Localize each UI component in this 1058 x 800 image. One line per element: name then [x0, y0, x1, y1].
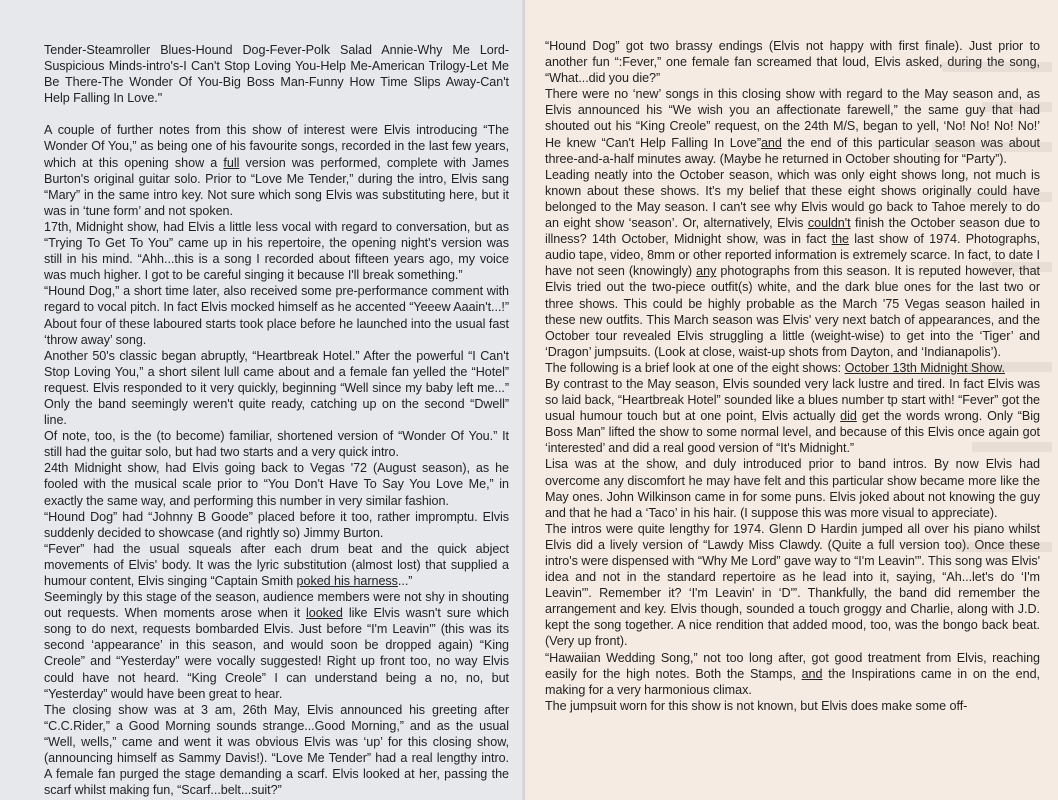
right-paragraph-2 [545, 86, 1040, 166]
text-span: The following is a brief look at one of the eight shows: [545, 360, 845, 375]
text-span: finish the October season due to illness? 14th October, Midnight show, was in fact [545, 216, 1040, 247]
text-span: A couple of further notes from this show of interest were Elvis introducing “The Wonder Of You,” as being one of his favourite songs, recorded in the last few years, which at this opening show a [44, 123, 509, 170]
underlined-word: couldn't [807, 216, 851, 231]
underlined-word: did [840, 409, 857, 424]
left-paragraph-10 [44, 589, 509, 702]
right-page-text [545, 38, 1040, 714]
left-paragraph-3: 17th, Midnight show, had Elvis a little less vocal with regard to conversation, but as “Trying To Get To You” came up in his repertoire, the opening night's version was still in his mind. “Ahh...this is a song I recorded about fifteen years ago, my voice was much higher. I got to be careful singing it because I'll break something.” [44, 219, 509, 283]
text-span: “Fever” had the usual squeals after each drum beat and the quick abject movements of Elvis' body. It was the lyric substitution (almost lost) that supplied a humour content, Elvis singing “Captain Smith [44, 541, 509, 588]
left-paragraph-8: “Hound Dog” had “Johnny B Goode” placed before it too, rather impromptu. Elvis suddenly decided to showcase (and rightly so) Jimmy Burton. [44, 509, 509, 540]
text-span: ...” [397, 574, 413, 588]
left-page [0, 0, 525, 800]
right-paragraph-4 [545, 360, 1040, 376]
left-paragraph-7: 24th Midnight show, had Elvis going back to Vegas '72 (August season), as he fooled with the musical scale prior to “You Don't Have To Say You Love Me,” in exactly the same way, and performing this number in very similar fashion. [44, 461, 509, 508]
underlined-phrase: October 13th Midnight Show. [844, 360, 1005, 375]
right-paragraph-1: “Hound Dog” got two brassy endings (Elvis not happy with first finale). Just prior to another fun “:Fever,” one female fan screamed that loud, Elvis asked, during the song, “What...did you die?” [545, 39, 1040, 86]
right-paragraph-8 [545, 650, 1040, 698]
underlined-word: the [831, 232, 849, 247]
underlined-word: and [760, 135, 782, 150]
left-page-text [44, 42, 509, 798]
text-span: get the words wrong. Only “Big Boss Man” lifted the show to some normal level, and because of this Elvis once again got ‘interested’ and did a real good version of “It's Midnight.” [545, 409, 1040, 456]
underlined-phrase: poked his harness [296, 574, 398, 588]
right-paragraph-6: Lisa was at the show, and duly introduced prior to band intros. By now Elvis had overcome any discomfort he may have felt and this particular show became more like the May ones. John Wilkinson came in for some puns. Elvis joked about not knowing the guy and that he had a ‘Taco’ in his hair. (I suppose this was more visual to appreciate). [545, 457, 1040, 520]
left-paragraph-11: The closing show was at 3 am, 26th May, Elvis announced his greeting after “C.C.Rider,” a Good Morning sounds strange...Good Morning,” and as the usual “Well, wells,” came and went it was obvious Elvis was ‘up’ for this closing show, (announcing himself as Sammy Davis!). “Love Me Tender” had a real lengthy intro. A female fan purged the stage demanding a scarf. Elvis looked at her, passing the scarf whilst making fun, “Scarf...belt...suit?” [44, 702, 509, 798]
text-span: the end of this particular season was about three-and-a-half minutes away. (Maybe he returned in October shouting for “Party”). [545, 135, 1040, 166]
left-paragraph-9 [44, 541, 509, 589]
underlined-word: and [801, 666, 823, 681]
left-paragraph-1: Tender-Steamroller Blues-Hound Dog-Fever-Polk Salad Annie-Why Me Lord-Suspicious Minds-intro's-I Can't Stop Loving You-Help Me-American Trilogy-Let Me Be There-The Wonder Of You-Big Boss Man-Funny How Time Slips Away-Can't Help Falling In Love." [44, 43, 509, 106]
text-span: the Inspirations came in on the end, making for a very harmonious climax. [545, 666, 1040, 697]
text-span: photographs from this season. It is reputed however, that Elvis tried out the two-piece outfit(s) white, and the dark blue ones for the last two or three shows. This could be highly probable as the March '75 Vegas season hailed in these new outfits. This March season was Elvis' very next batch of appearances, and the October tour revealed Elvis struggling a little (weight-wise) to get into the ‘Tiger’ and ‘Dragon’ jumpsuits. (Look at close, waist-up shots from Dayton, and ‘Indianapolis’). [545, 264, 1040, 359]
text-span: Leading neatly into the October season, which was only eight shows long, not much is known about these shows. It's my belief that these eight shows originally could have belonged to the May season. I can't see why Elvis would go back to Tahoe merely to do an eight show ‘season’. Or, alternatively, Elvis [545, 167, 1040, 231]
right-paragraph-7: The intros were quite lengthy for 1974. Glenn D Hardin jumped all over his piano whilst Elvis did a lively version of “Lawdy Miss Clawdy. (Quite a full version too). Once these intro's were dispensed with “Why Me Lord” gave way to “I'm Leavin'”. This song was Elvis' idea and not in the standard repertoire as he lead into it, saying, “Ah...let's do ‘I'm Leavin'”. Remember it? ‘I'm Leavin' in ‘D'”. Thankfully, the band did remember the arrangement and key. Elvis though, sounded a touch groggy and Charlie, along with J.D. kept the song together. A nice rendition that added mood, too, was the bongo back beat. (Very up front). [545, 521, 1040, 649]
text-span: Seemingly by this stage of the season, audience members were not shy in shouting out requests. When moments arose when it [44, 590, 509, 621]
left-paragraph-6: Of note, too, is the (to become) familiar, shortened version of “Wonder Of You.” It still had the guitar solo, but had two starts and a very quick intro. [44, 429, 509, 460]
right-paragraph-5 [545, 376, 1040, 456]
right-paragraph-3 [545, 167, 1040, 360]
text-span: last show of 1974. Photographs, audio tape, video, 8mm or other reported information is extremely scarce. In fact, to date I have not seen (knowingly) [545, 232, 1041, 279]
text-span: like Elvis wasn't sure which song to do next, requests bombarded Elvis. Just before “I'm Leavin'” (this was its second ‘appearance’ in this season, and would soon be dropped again) “King Creole” and “Yesterday” were vocally suggested! Right up front too, no way Elvis could have not heard. “King Creole” I can understand being a no, no, but “Yesterday” would have been great to hear. [44, 606, 509, 701]
text-span: “Hawaiian Wedding Song,” not too long after, got good treatment from Elvis, reaching easily for the high notes. Both the Stamps, [545, 650, 1040, 681]
underlined-word: full [223, 155, 240, 170]
right-paragraph-9: The jumpsuit worn for this show is not known, but Elvis does make some off- [545, 698, 968, 713]
left-paragraph-2 [44, 122, 509, 219]
right-page [525, 0, 1058, 800]
underlined-word: looked [306, 606, 343, 621]
underlined-word: any [696, 264, 717, 279]
text-span: There were no ‘new’ songs in this closing show with regard to the May season and, as Elvis announced his “We wish you an affectionate farewell,” the same guy that had shouted out his “King Creole” request, on the 24th M/S, began to yell, ‘No! No! No! No!’ He knew “Can't Help Falling In Love” [545, 87, 1040, 150]
text-span: By contrast to the May season, Elvis sounded very lack lustre and tired. In fact Elvis was so laid back, “Heartbreak Hotel” sounded like a blues number tp start with! “Fever” got the usual humour touch but at one point, Elvis actually [545, 376, 1040, 424]
left-paragraph-4: “Hound Dog,” a short time later, also received some pre-performance comment with regard to vocal pitch. In fact Elvis mocked himself as he accented “Yeeew Aaain't...!” About four of these laboured starts took place before he launched into the usual fast ‘throw away’ song. [44, 284, 509, 347]
left-paragraph-5: Another 50's classic began abruptly, “Heartbreak Hotel.” After the powerful “I Can't Stop Loving You,” a short silent lull came about and a female fan yelled the “Hotel” request. Elvis responded to it very quickly, beginning “Well since my baby left me...” Only the band seemingly weren't quite ready, catching up on the second “Dwell” line. [44, 348, 509, 428]
text-span: version was performed, complete with James Burton's original guitar solo. Prior to “Love Me Tender,” during the intro, Elvis sang “Mary” in the same intro key. Not sure which song Elvis was substituting here, but it was in ‘tune form’ and not spoken. [44, 155, 509, 218]
